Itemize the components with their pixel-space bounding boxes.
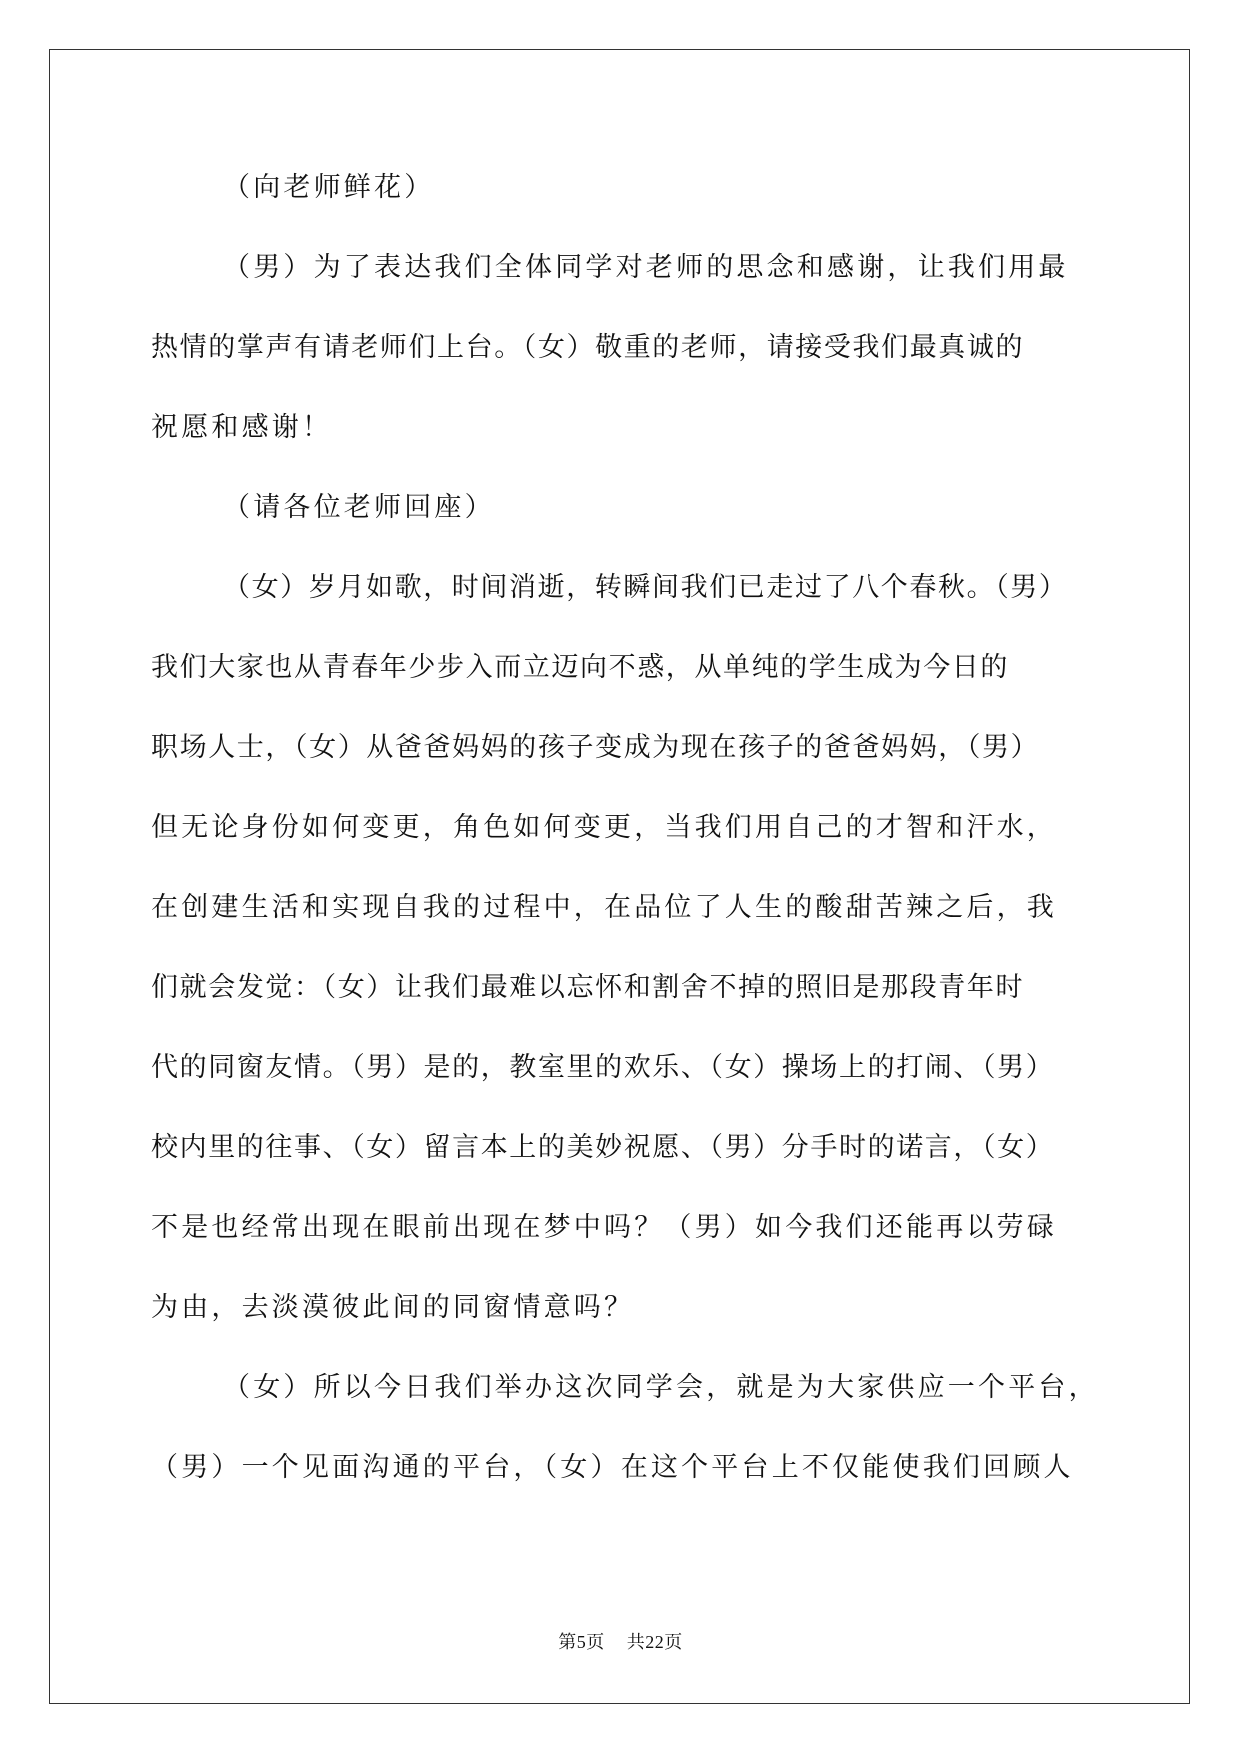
page-footer <box>0 1630 1241 1655</box>
text-line: （女）所以今日我们举办这次同学会，就是为大家供应一个平台， <box>223 1372 1099 1403</box>
text-line: 职场人士，（女）从爸爸妈妈的孩子变成为现在孩子的爸爸妈妈，（男） <box>151 732 1040 763</box>
text-line: 们就会发觉：（女）让我们最难以忘怀和割舍不掉的照旧是那段青年时 <box>151 972 1025 1003</box>
text-line: 为由，去淡漠彼此间的同窗情意吗？ <box>151 1292 635 1323</box>
text-line: 祝愿和感谢！ <box>151 412 333 443</box>
text-line: 但无论身份如何变更，角色如何变更，当我们用自己的才智和汗水， <box>151 812 1057 843</box>
total-prefix: 共 <box>626 1632 646 1653</box>
text-line: 我们大家也从青春年少步入而立迈向不惑，从单纯的学生成为今日的 <box>151 652 1009 683</box>
text-line: （女）岁月如歌，时间消逝，转瞬间我们已走过了八个春秋。（男） <box>223 572 1068 603</box>
text-line: （向老师鲜花） <box>223 172 435 203</box>
text-line: （男）一个见面沟通的平台，（女）在这个平台上不仅能使我们回顾人 <box>151 1452 1074 1483</box>
document-body <box>151 168 1099 1528</box>
page-total: 22 <box>645 1632 665 1652</box>
page-current: 5 <box>576 1632 587 1652</box>
page-suffix: 页 <box>586 1632 605 1653</box>
page-prefix: 第 <box>558 1632 577 1653</box>
text-line: 热情的掌声有请老师们上台。（女）敬重的老师，请接受我们最真诚的 <box>151 332 1025 363</box>
text-line: 在创建生活和实现自我的过程中，在品位了人生的酸甜苦辣之后，我 <box>151 892 1057 923</box>
total-suffix: 页 <box>664 1632 683 1653</box>
text-line: （男）为了表达我们全体同学对老师的思念和感谢，让我们用最 <box>223 252 1069 283</box>
text-line: 代的同窗友情。（男）是的，教室里的欢乐、（女）操场上的打闹、（男） <box>151 1052 1055 1083</box>
text-line: 校内里的往事、（女）留言本上的美妙祝愿、（男）分手时的诺言，（女） <box>151 1132 1055 1163</box>
text-line: 不是也经常出现在眼前出现在梦中吗？（男）如今我们还能再以劳碌 <box>151 1212 1057 1243</box>
text-line: （请各位老师回座） <box>223 492 495 523</box>
